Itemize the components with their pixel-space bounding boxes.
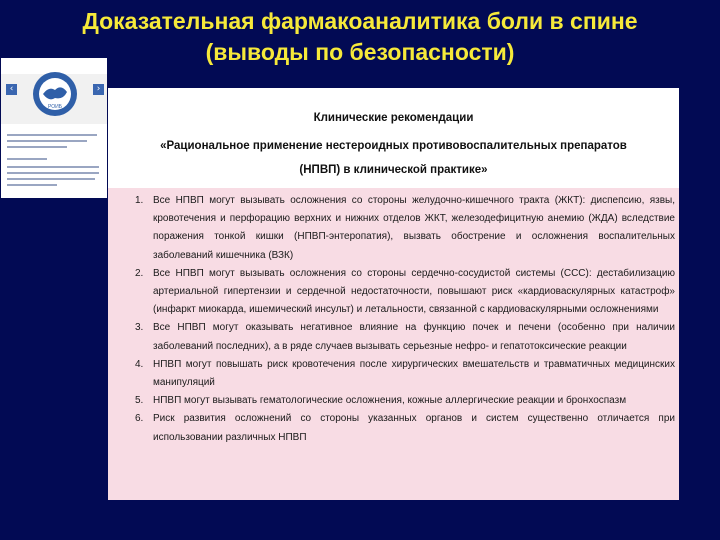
list-item bbox=[108, 265, 679, 320]
slide-title-line-1: Доказательная фармакоаналитика боли в спине bbox=[82, 8, 638, 34]
slide-title bbox=[0, 6, 720, 68]
chevron-left-icon[interactable]: ‹ bbox=[6, 84, 17, 95]
thumbnail-text-line bbox=[7, 158, 47, 160]
document-title: Клинические рекомендации bbox=[313, 112, 474, 124]
document-subtitle-line-1: «Рациональное применение нестероидных противовоспалительных препаратов bbox=[160, 140, 627, 152]
item-text: НПВП могут вызывать гематологические осложнения, кожные аллергические реакции и бронхоспазм bbox=[153, 395, 627, 407]
item-number: 6. bbox=[135, 413, 144, 425]
list-item bbox=[108, 356, 679, 392]
thumbnail-text-line bbox=[7, 184, 57, 186]
list-item bbox=[108, 319, 679, 355]
item-number: 4. bbox=[135, 358, 144, 370]
item-text: Риск развития осложнений со стороны указанных органов и систем существенно отличается при использовании различных НПВП bbox=[153, 413, 675, 443]
item-text: Все НПВП могут вызывать осложнения со стороны желудочно-кишечного тракта (ЖКТ): диспепсию, язвы, кровотечения и перфорацию верхних и нижних отделов ЖКТ, железодефицитную анемию (ЖДА) вследствие поражения тонкой кишки (НПВП-энтеропатия), вызвать обострение и осложнения воспалительных заболеваний кишечника (ВЗК) bbox=[153, 195, 675, 261]
chevron-right-icon[interactable]: › bbox=[93, 84, 104, 95]
thumbnail-text-line bbox=[7, 134, 97, 136]
slide-title-line-2: (выводы по безопасности) bbox=[205, 39, 515, 65]
item-number: 2. bbox=[135, 267, 144, 279]
item-text: Все НПВП могут вызывать осложнения со стороны сердечно-сосудистой системы (ССС): дестабилизацию артериальной гипертензии и сердечной недостаточности, повышают риск «кардиоваскулярных катастроф» (инфаркт миокарда, ишемический инсульт) и летальности, связанной с кардиоваскулярными осложнениями bbox=[153, 267, 675, 316]
item-number: 5. bbox=[135, 395, 144, 407]
source-thumbnail bbox=[1, 58, 107, 198]
society-logo bbox=[31, 70, 79, 118]
item-number: 1. bbox=[135, 195, 144, 206]
list-item bbox=[108, 410, 679, 446]
document-header bbox=[108, 88, 679, 188]
list-item bbox=[108, 192, 679, 265]
item-text: НПВП могут повышать риск кровотечения после хирургических вмешательств и травматичных медицинских манипуляций bbox=[153, 358, 675, 389]
list-item bbox=[108, 392, 679, 410]
document-subtitle-line-2: (НПВП) в клинической практике» bbox=[299, 164, 488, 176]
thumbnail-text-line bbox=[7, 146, 67, 148]
item-number: 3. bbox=[135, 322, 144, 334]
conclusions-list bbox=[108, 192, 679, 447]
item-text: Все НПВП могут оказывать негативное влияние на функцию почек и печени (особенно при наличии заболеваний последних), а в ряде случаев вызывать серьезные нефро- и гепатотоксические реакции bbox=[153, 322, 675, 352]
thumbnail-text-line bbox=[7, 178, 95, 180]
guideline-document bbox=[108, 88, 679, 500]
thumbnail-text-line bbox=[7, 172, 99, 174]
logo-text: РОИБ bbox=[48, 104, 62, 110]
thumbnail-text-line bbox=[7, 140, 87, 142]
thumbnail-text-line bbox=[7, 166, 99, 168]
